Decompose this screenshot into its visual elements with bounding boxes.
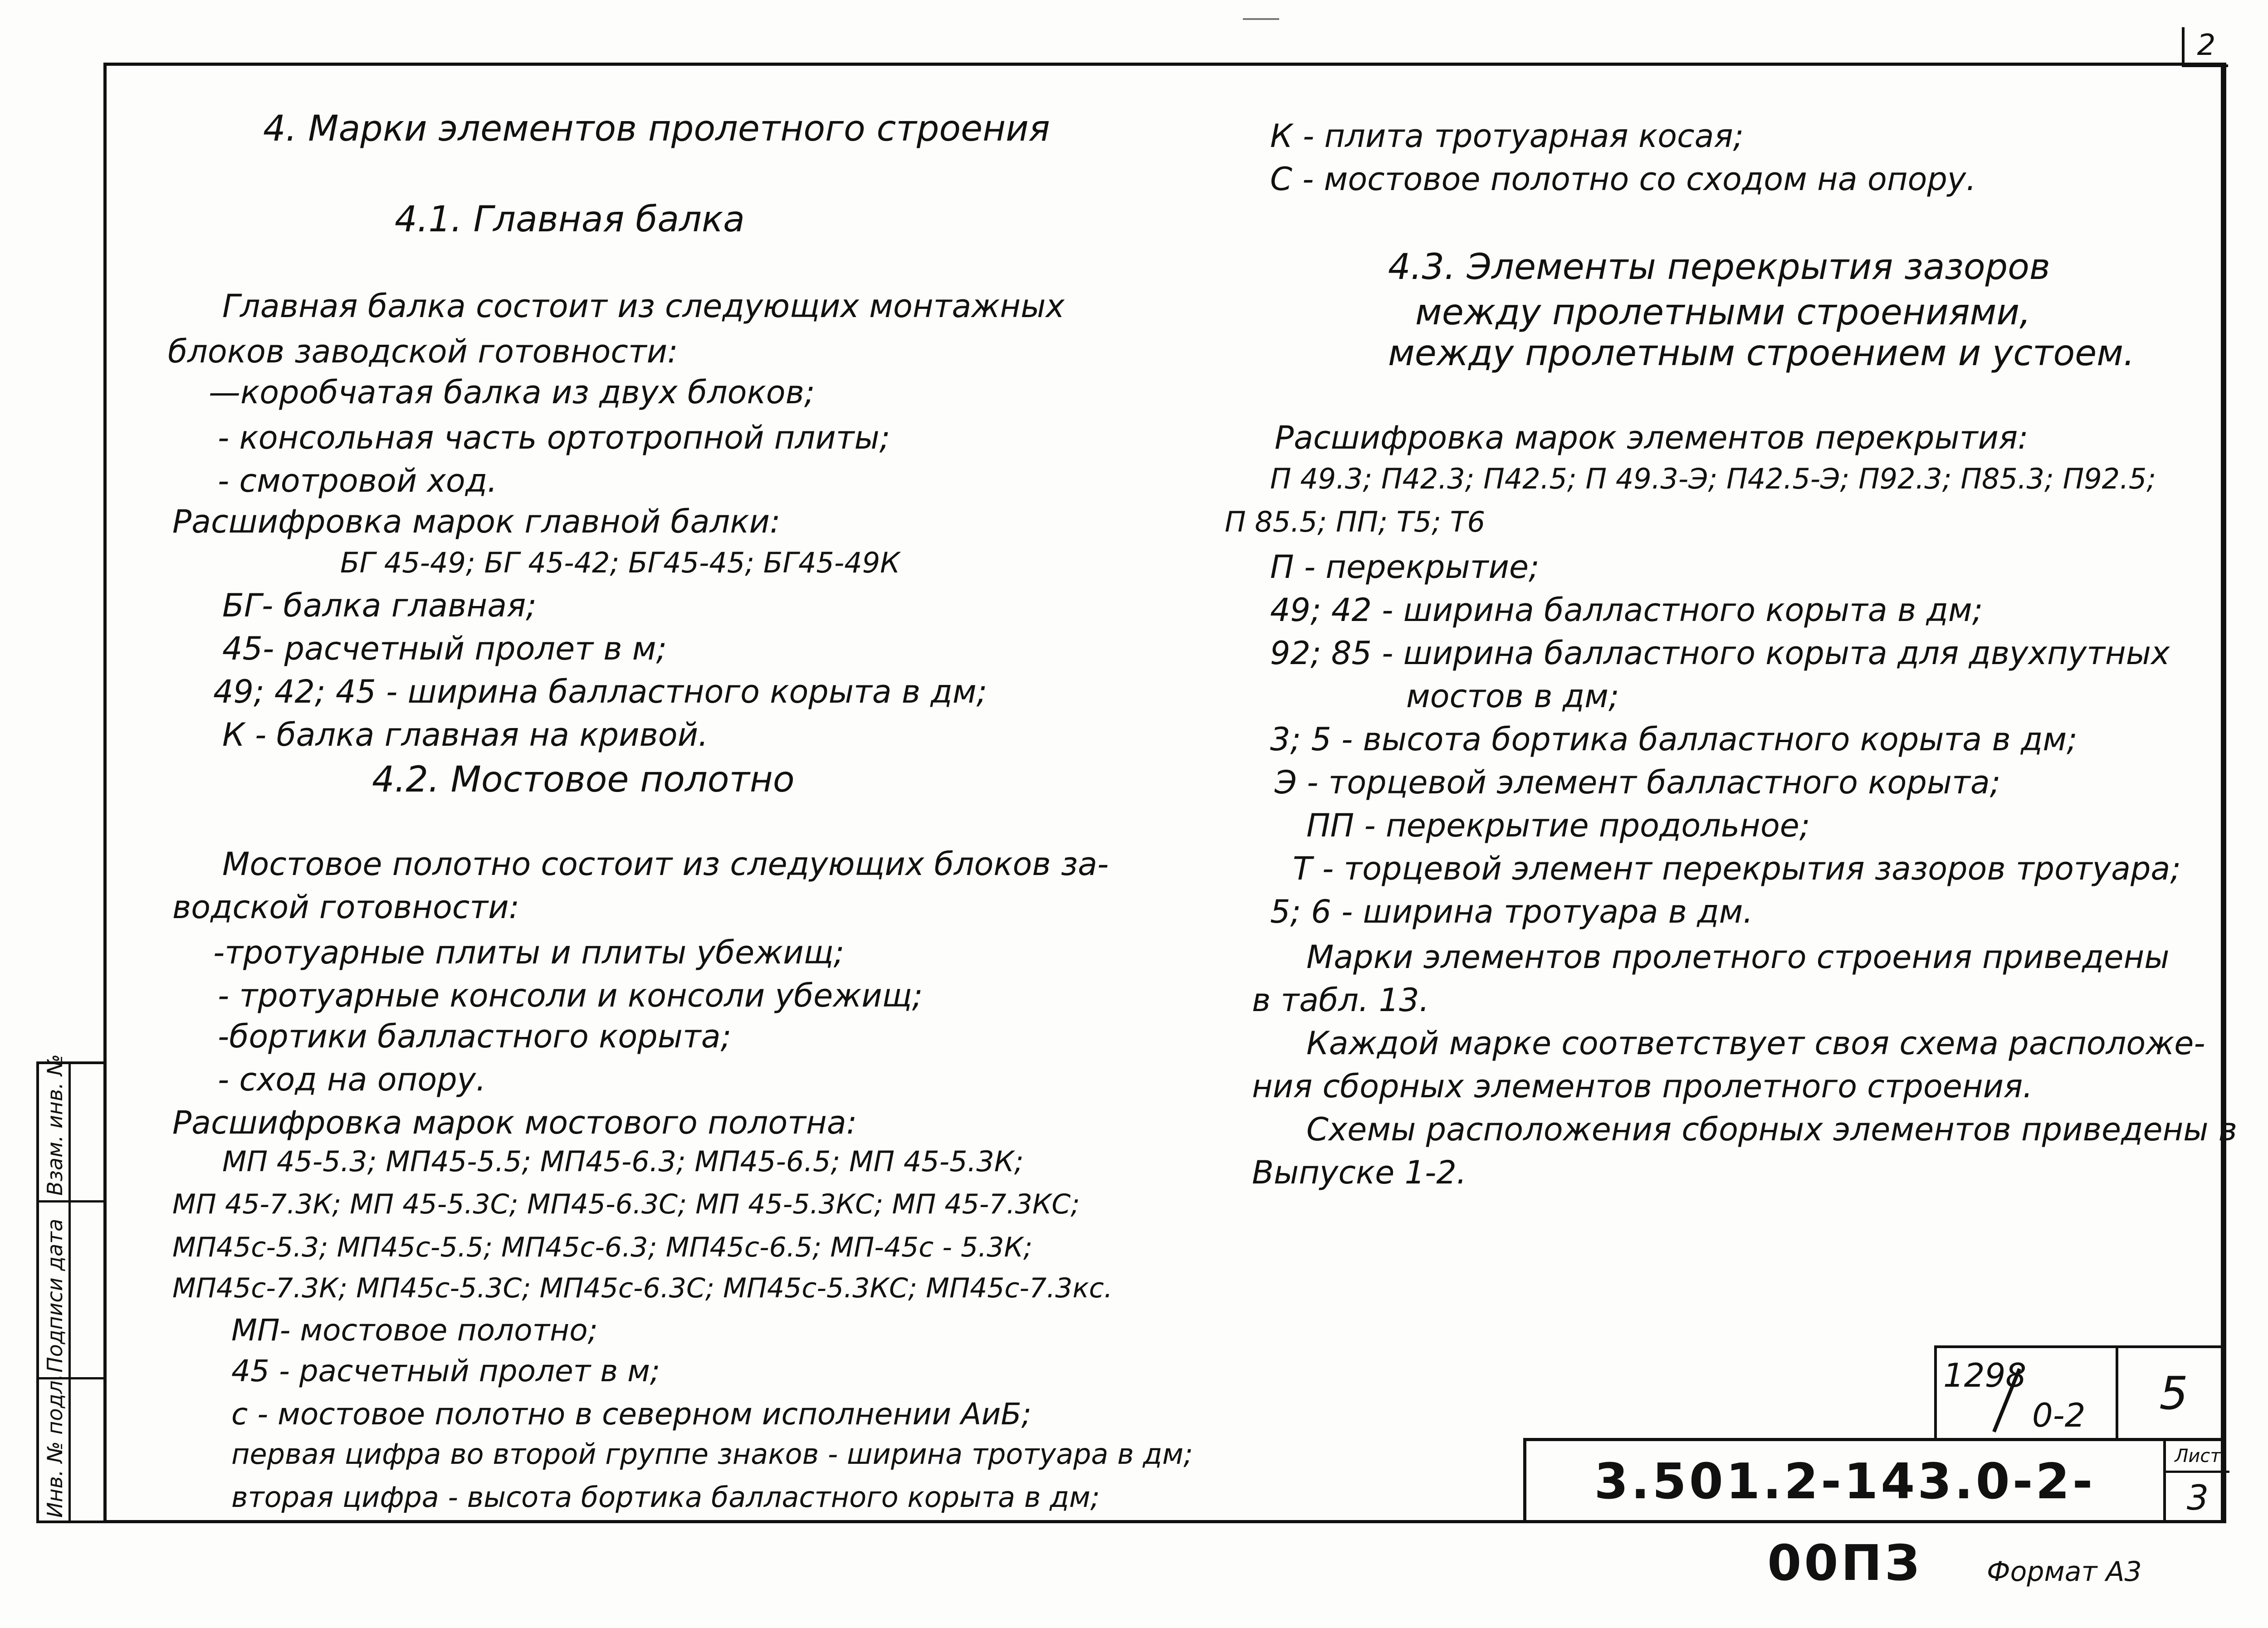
text-line: Главная балка состоит из следующих монтажных: [222, 288, 1065, 325]
album-code-bottom: 0-2: [2032, 1396, 2086, 1434]
text-line: блоков заводской готовности:: [168, 333, 678, 370]
side-stamp-divider: [39, 1200, 104, 1203]
text-line: в табл. 13.: [1252, 982, 1429, 1019]
text-line: П 85.5; ПП; Т5; Т6: [1225, 505, 1486, 538]
album-code: [1937, 1348, 2118, 1438]
text-line: 45 - расчетный пролет в м;: [231, 1354, 660, 1388]
text-line: Расшифровка марок элементов перекрытия:: [1275, 419, 2028, 456]
section-heading: 4. Марки элементов пролетного строения: [263, 108, 1050, 149]
text-line: Выпуске 1-2.: [1252, 1154, 1467, 1191]
text-line: вторая цифра - высота бортика балластного корыта в дм;: [231, 1481, 1100, 1514]
text-line: - сход на опору.: [218, 1061, 486, 1098]
text-line: ния сборных элементов пролетного строения.: [1252, 1068, 2033, 1105]
text-line: П 49.3; П42.3; П42.5; П 49.3-Э; П42.5-Э; П92.3; П85.3; П92.5;: [1270, 462, 2156, 495]
text-line: БГ 45-49; БГ 45-42; БГ45-45; БГ45-49К: [340, 546, 900, 579]
text-line: Расшифровка марок мостового полотна:: [172, 1104, 857, 1141]
text-line: К - балка главная на кривой.: [222, 716, 709, 753]
text-line: —коробчатая балка из двух блоков;: [209, 374, 815, 411]
text-line: Схемы расположения сборных элементов приведены в: [1306, 1111, 2238, 1148]
text-line: - консольная часть ортотропной плиты;: [218, 419, 890, 456]
sheet-corner-number: 2: [2182, 27, 2228, 67]
text-line: П - перекрытие;: [1270, 548, 1540, 586]
stamp-label-podpisi-data: Подписи дата: [43, 1218, 67, 1373]
text-line: 5; 6 - ширина тротуара в дм.: [1270, 893, 1753, 930]
subsection-heading-4-3-line2: между пролетными строениями,: [1415, 292, 2031, 333]
text-line: Каждой марке соответствует своя схема расположе-: [1306, 1025, 2205, 1062]
subsection-heading-4-1: 4.1. Главная балка: [395, 199, 745, 240]
subsection-heading-4-3: 4.3. Элементы перекрытия зазоров: [1388, 247, 2050, 288]
text-line: Э - торцевой элемент балластного корыта;: [1275, 764, 2001, 801]
text-line: МП45с-7.3К; МП45с-5.3С; МП45с-6.3С; МП45с-5.3КС; МП45с-7.3кс.: [172, 1272, 1113, 1304]
text-line: - тротуарные консоли и консоли убежищ;: [218, 977, 923, 1014]
text-line: 92; 85 - ширина балластного корыта для двухпутных: [1270, 635, 2170, 672]
side-stamp: [36, 1054, 104, 1523]
subsection-heading-4-3-line3: между пролетным строением и устоем.: [1388, 333, 2135, 374]
text-line: БГ- балка главная;: [222, 587, 537, 624]
text-line: МП 45-5.3; МП45-5.5; МП45-6.3; МП45-6.5; МП 45-5.3К;: [222, 1145, 1024, 1178]
text-line: - смотровой ход.: [218, 462, 498, 499]
text-line: МП- мостовое полотно;: [231, 1313, 598, 1348]
sheet-label: Лист: [2166, 1441, 2229, 1473]
scan-mark: [1243, 18, 1279, 20]
text-line: водской готовности:: [172, 889, 520, 926]
text-line: МП45с-5.3; МП45с-5.5; МП45с-6.3; МП45с-6.5; МП-45с - 5.3К;: [172, 1232, 1033, 1263]
text-line: ПП - перекрытие продольное;: [1306, 807, 1810, 844]
text-line: с - мостовое полотно в северном исполнении АиБ;: [231, 1397, 1031, 1432]
subsection-heading-4-2: 4.2. Мостовое полотно: [372, 759, 795, 800]
text-line: Мостовое полотно состоит из следующих блоков за-: [222, 846, 1109, 883]
album-number: 5: [2159, 1367, 2188, 1420]
text-line: Т - торцевой элемент перекрытия зазоров тротуара;: [1293, 850, 2181, 887]
text-line: Расшифровка марок главной балки:: [172, 503, 781, 540]
stamp-label-inv-podl: Инв. № подл.: [43, 1374, 67, 1518]
text-line: -тротуарные плиты и плиты убежищ;: [213, 934, 845, 971]
album-code-top: 1298: [1943, 1356, 2027, 1394]
document-code: 3.501.2-143.0-2-00ПЗ: [1526, 1441, 2166, 1523]
format-label: Формат А3: [1987, 1556, 2142, 1588]
text-line: 49; 42 - ширина балластного корыта в дм;: [1270, 592, 1983, 629]
text-line: 49; 42; 45 - ширина балластного корыта в дм;: [213, 673, 987, 710]
text-line: 3; 5 - высота бортика балластного корыта в дм;: [1270, 721, 2077, 758]
text-line: К - плита тротуарная косая;: [1270, 117, 1744, 155]
album-code-block: [1934, 1345, 2226, 1438]
text-line: первая цифра во второй группе знаков - ширина тротуара в дм;: [231, 1437, 1193, 1471]
stamp-label-vzam-inv: Взам. инв. №: [43, 1054, 67, 1196]
text-line: С - мостовое полотно со сходом на опору.: [1270, 161, 1976, 198]
sheet-number: 3: [2186, 1477, 2209, 1518]
text-line: 45- расчетный пролет в м;: [222, 630, 667, 667]
text-line: мостов в дм;: [1406, 678, 1619, 715]
text-line: МП 45-7.3К; МП 45-5.3С; МП45-6.3С; МП 45-5.3КС; МП 45-7.3КС;: [172, 1188, 1080, 1220]
text-line: -бортики балластного корыта;: [218, 1018, 732, 1055]
text-line: Марки элементов пролетного строения приведены: [1306, 939, 2170, 976]
